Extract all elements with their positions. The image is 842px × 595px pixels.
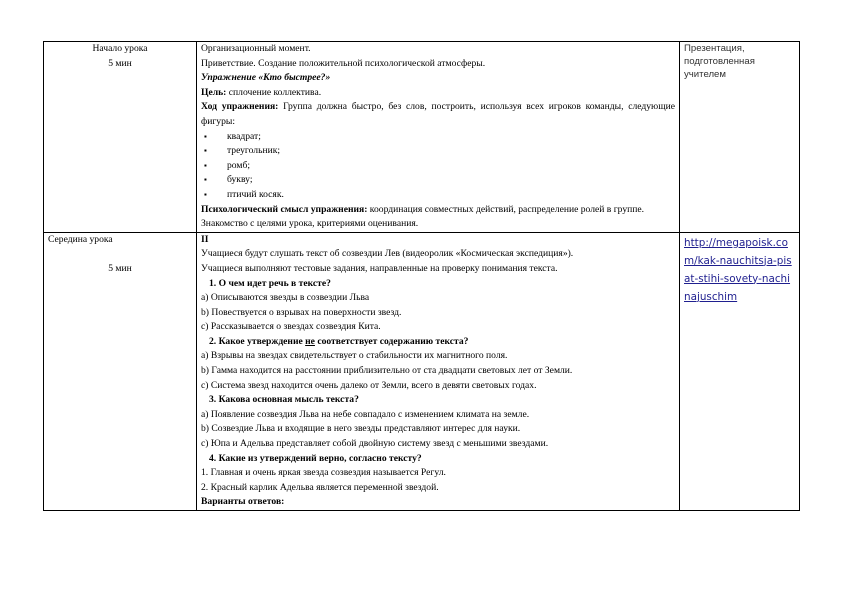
question-1: 1. О чем идет речь в тексте? — [209, 277, 331, 289]
stage-title-start: Начало урока — [92, 43, 148, 54]
list-item: ▪ квадрат; — [201, 130, 675, 145]
listening-task: Учащиеся будут слушать текст об созвездии Лев (видеоролик «Космическая экспедиция»). — [201, 248, 574, 260]
goal-text: сплочение коллектива. — [226, 86, 322, 98]
presentation-resource: Презентация, подготовленная учителем — [684, 43, 755, 80]
statement-item: 2. Красный карлик Адельва является переменной звездой. — [201, 481, 439, 493]
lesson-stage-middle-row — [44, 232, 800, 510]
stage-cell-start — [44, 42, 197, 233]
stage-time-start: 5 мин — [108, 57, 132, 69]
stage-cell-middle — [44, 232, 197, 510]
lesson-plan-table — [43, 41, 800, 511]
answer-option: b) Гамма находится на расстоянии приблизительно от ста двадцати световых лет от Земли. — [201, 365, 573, 377]
activity-cell-start — [197, 42, 680, 233]
answer-option: c) Система звезд находится очень далеко от Земли, всего в девяти световых годах. — [201, 379, 537, 391]
exercise-course — [201, 100, 675, 129]
answer-option: b) Созвездие Льва и входящие в него звезды представляют интерес для науки. — [201, 423, 521, 435]
answers-heading: Варианты ответов: — [201, 496, 285, 508]
question-2-end: соответствует содержанию текста? — [314, 335, 469, 347]
meaning-label: Психологический смысл упражнения: — [201, 203, 368, 215]
resources-cell-start — [680, 42, 800, 233]
answer-option: a) Появление созвездия Льва на небе совпадало с изменением климата на земле. — [201, 408, 530, 420]
course-label: Ход упражнения: — [201, 101, 279, 113]
question-3: 3. Какова основная мысль текста? — [209, 394, 359, 406]
resource-link[interactable]: http://megapoisk.com/kak-nauchitsja-pisat-stihi-sovety-nachinajuschim — [684, 236, 792, 303]
meaning-text: координация совместных действий, распределение ролей в группе. — [367, 203, 645, 215]
list-item: ▪ ромб; — [201, 159, 675, 174]
question-4: 4. Какие из утверждений верно, согласно тексту? — [209, 452, 422, 464]
question-2-start: 2. Какое утверждение — [209, 335, 306, 347]
list-item: ▪ треугольник; — [201, 144, 675, 159]
answer-option: a) Описываются звезды в созвездии Льва — [201, 292, 370, 304]
figures-list — [201, 130, 675, 203]
answer-option: b) Повествуется о взрывах на поверхности звезд. — [201, 306, 402, 318]
question-2-negation: не — [305, 335, 315, 347]
answer-option: a) Взрывы на звездах свидетельствует о стабильности их магнитного поля. — [201, 350, 508, 362]
list-item: ▪ птичий косяк. — [201, 188, 675, 203]
goal-line — [201, 86, 675, 101]
exercise-title: Упражнение «Кто быстрее?» — [201, 72, 331, 84]
course-text: Группа должна быстро, без слов, построить, используя всех игроков команды, следующие фигуры: — [201, 101, 675, 127]
section-number: II — [201, 233, 209, 245]
lesson-goals-intro: Знакомство с целями урока, критериями оценивания. — [201, 218, 419, 230]
list-item: ▪ букву; — [201, 173, 675, 188]
question-2 — [201, 335, 675, 350]
stage-time-middle: 5 мин — [108, 262, 132, 274]
goal-label: Цель: — [201, 86, 227, 98]
resources-cell-middle — [680, 232, 800, 510]
answer-option: c) Юпа и Адельва представляет собой двойную систему звезд с меньшими звездами. — [201, 438, 549, 450]
test-task: Учащиеся выполняют тестовые задания, направленные на проверку понимания текста. — [201, 262, 558, 274]
greeting-text: Приветствие. Создание положительной психологической атмосферы. — [201, 57, 486, 69]
lesson-stage-start-row — [44, 42, 800, 233]
answer-option: c) Рассказывается о звездах созвездия Кита. — [201, 321, 381, 333]
psychological-meaning — [201, 203, 675, 218]
statement-item: 1. Главная и очень яркая звезда созвездия называется Регул. — [201, 467, 446, 479]
stage-title-middle: Середина урока — [48, 233, 113, 245]
activity-cell-middle — [197, 232, 680, 510]
org-moment-text: Организационный момент. — [201, 43, 311, 54]
